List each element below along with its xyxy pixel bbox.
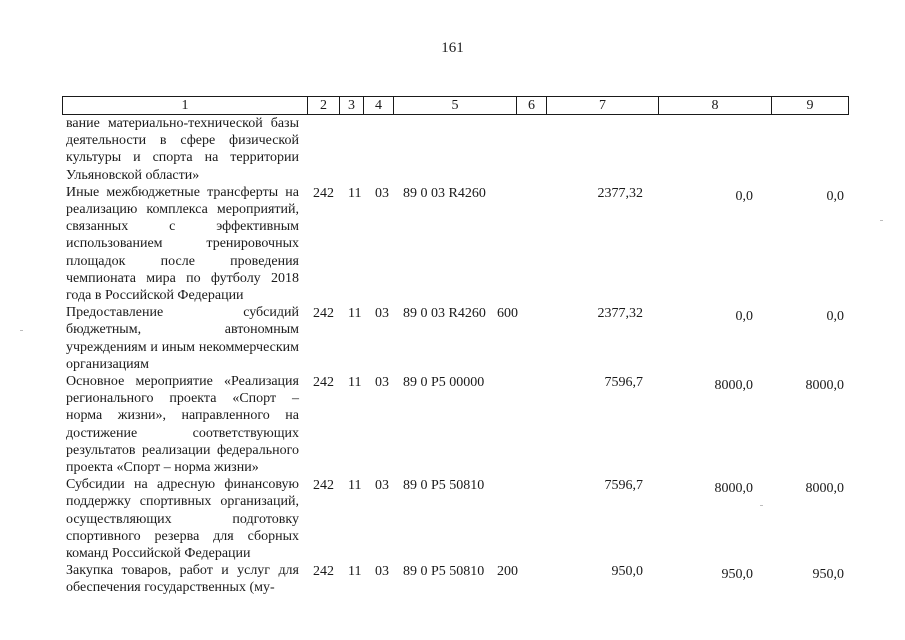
column-header-1: 1	[63, 97, 308, 115]
column-header-2: 2	[308, 97, 340, 115]
row-subsection: 03	[375, 478, 389, 494]
row-subsection: 03	[375, 306, 389, 322]
column-header-7: 7	[547, 97, 659, 115]
row-code: 242	[313, 564, 334, 580]
column-header-5: 5	[394, 97, 517, 115]
row-value-8	[643, 115, 755, 184]
row-value-9: 0,0	[826, 188, 844, 204]
row-code: 242	[313, 185, 334, 201]
row-name: Иные межбюджетные трансферты на реализацию комплекса мероприятий, связанных с эффективным использованием тренировочных площадок после проведения чемпионата мира по футболу 2018 года в Российской Федерации	[66, 184, 299, 304]
row-code: 242	[313, 478, 334, 494]
budget-table-body	[62, 115, 852, 597]
row-value-7: 2377,32	[597, 185, 643, 201]
column-header-4: 4	[364, 97, 394, 115]
row-expense-type	[493, 184, 523, 304]
column-header-row	[62, 96, 849, 115]
row-article	[393, 115, 493, 184]
row-article: 89 0 P5 50810	[403, 564, 485, 580]
column-header-3: 3	[340, 97, 364, 115]
row-section	[336, 115, 369, 184]
row-value-8: 8000,0	[714, 378, 753, 394]
row-article: 89 0 03 R4260	[403, 306, 486, 322]
row-value-9: 0,0	[826, 309, 844, 325]
row-value-9: 950,0	[812, 567, 844, 583]
row-name: Закупка товаров, работ и услуг для обеспечения государственных (му-	[66, 563, 299, 596]
row-expense-type	[493, 115, 523, 184]
row-section: 11	[348, 478, 362, 494]
column-header-9: 9	[772, 97, 849, 115]
table-row	[62, 184, 852, 304]
row-subsection: 03	[375, 564, 389, 580]
row-value-8: 0,0	[735, 309, 753, 325]
table-row	[62, 115, 852, 184]
row-value-8: 950,0	[721, 567, 753, 583]
row-value-9: 8000,0	[805, 481, 844, 497]
row-expense-type	[493, 373, 523, 476]
table-row	[62, 373, 852, 476]
row-value-9	[755, 115, 848, 184]
row-value-7: 7596,7	[604, 375, 643, 391]
row-value-7: 7596,7	[604, 478, 643, 494]
scan-speck	[760, 505, 763, 506]
page-number: 161	[441, 40, 464, 56]
row-value-8: 0,0	[735, 188, 753, 204]
row-section: 11	[348, 564, 362, 580]
row-code	[303, 115, 336, 184]
row-article: 89 0 03 R4260	[403, 185, 486, 201]
row-name: Субсидии на адресную финансовую поддержку спортивных организаций, осуществляющих подготовку спортивного резерва для сборных команд Российской Федерации	[66, 477, 299, 562]
column-header-8: 8	[659, 97, 772, 115]
row-expense-type: 200	[497, 564, 518, 580]
row-subsection	[369, 115, 393, 184]
row-value-8: 8000,0	[714, 481, 753, 497]
row-code: 242	[313, 375, 334, 391]
table-row	[62, 562, 852, 596]
row-name: Предоставление субсидий бюджетным, автономным учреждениям и иным некоммерческим организациям	[66, 305, 299, 372]
scan-speck	[20, 330, 23, 331]
row-value-7: 950,0	[611, 564, 643, 580]
row-expense-type	[493, 476, 523, 562]
row-subsection: 03	[375, 185, 389, 201]
row-code: 242	[313, 306, 334, 322]
table-row	[62, 476, 852, 562]
row-value-7: 2377,32	[597, 306, 643, 322]
table-row	[62, 304, 852, 373]
row-article: 89 0 P5 50810	[403, 478, 485, 494]
row-article: 89 0 P5 00000	[403, 375, 485, 391]
row-section: 11	[348, 375, 362, 391]
row-subsection: 03	[375, 375, 389, 391]
row-name: Основное мероприятие «Реализация регионального проекта «Спорт – норма жизни», направленного на достижение соответствующих результатов реализации федерального проекта «Спорт – норма жизни»	[66, 374, 299, 476]
scan-speck	[880, 220, 883, 221]
row-section: 11	[348, 306, 362, 322]
column-header-6: 6	[517, 97, 547, 115]
row-section: 11	[348, 185, 362, 201]
row-name: вание материально-технической базы деятельности в сфере физической культуры и спорта на территории Ульяновской области»	[66, 116, 299, 183]
row-value-9: 8000,0	[805, 378, 844, 394]
row-value-7	[523, 115, 643, 184]
row-expense-type: 600	[497, 306, 518, 322]
